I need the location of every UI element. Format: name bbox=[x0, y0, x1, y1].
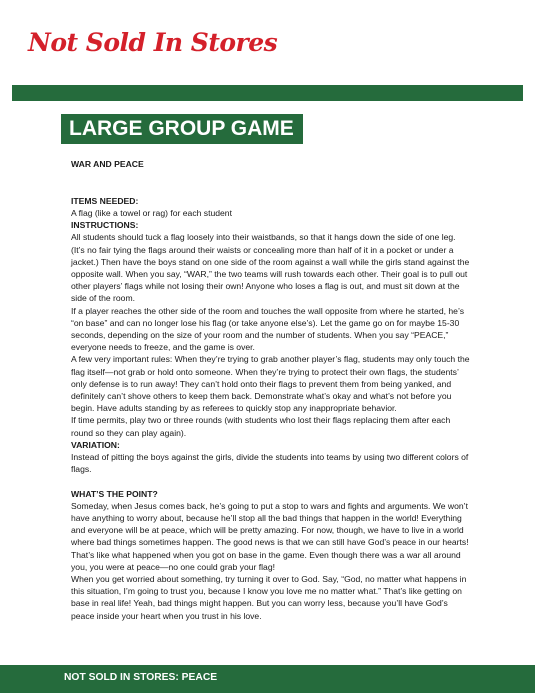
variation-text: Instead of pitting the boys against the girls, divide the students into teams by using two different colors of flags. bbox=[71, 452, 469, 475]
point-paragraph: When you get worried about something, try turning it over to God. Say, “God, no matter what happens in this situation, I’m going to trust you, because I know you love me no matter what.” That’s like getting on base in real life! Yeah, bad things might happen. But you can worry less, because you’ll have God’s peace inside your heart when you trust in his love. bbox=[71, 574, 467, 621]
game-title: WAR AND PEACE bbox=[71, 159, 144, 170]
spacer bbox=[71, 475, 471, 487]
point-heading: WHAT’S THE POINT? bbox=[71, 488, 158, 499]
point-paragraph: Someday, when Jesus comes back, he’s going to put a stop to wars and fights and arguments. We won’t have anything to worry about, because he’ll stop all the bad things that happen in the world! Everything and everyone will be at peace, which will be pretty amazing. For now, though, we have to live in a world where bad things sometimes happen. The good news is that we can still have God’s peace in our hearts! That’s like what happened when you got on base in the game. Even though there was a war all around you, you were at peace—no one could grab your flag! bbox=[71, 500, 469, 572]
spacer bbox=[71, 146, 471, 158]
footer-title: NOT SOLD IN STORES: PEACE bbox=[64, 672, 218, 683]
brand-title: Not Sold In Stores bbox=[28, 28, 278, 57]
header-bar bbox=[12, 85, 523, 101]
instructions-paragraph: If a player reaches the other side of the room and touches the wall opposite from where he started, he’s “on base” and can no longer lose his flag (or take anyone else’s). Let the game go on for maybe 15-30 seconds, depending on the size of your room and the number of students. When you say “PEACE,” everyone needs to freeze, and the game is over. bbox=[71, 305, 464, 353]
instructions-paragraph: A few very important rules: When they’re trying to grab another player’s flag, students may only touch the flag itself—not grab or hold onto someone. When they’re trying to protect their own flags, the students’ only defense is to run away! They can’t hold onto their flags to prevent them from being yanked, and definitely can’t shove others to keep them back. Demonstrate what’s okay and what’s not before you begin. Have adults standing by as referees to quickly stop any inappropriate behavior. bbox=[71, 354, 470, 414]
game-content bbox=[71, 146, 471, 622]
spacer bbox=[71, 170, 471, 182]
variation-heading: VARIATION: bbox=[71, 439, 120, 450]
instructions-paragraph: All students should tuck a flag loosely into their waistbands, so that it hangs down the side of one leg. (It’s no fair tying the flags around their waists or concealing more than half of it in a pocket or under a jacket.) Then have the boys stand on one side of the room against a wall while the girls stand against the opposite wall. When you say, “WAR,” the two teams will rush towards each other. Their goal is to pull out other players’ flags while not losing their own! Anyone who loses a flag is out, and must sit down at the side of the room. bbox=[71, 232, 470, 304]
section-banner: LARGE GROUP GAME bbox=[61, 114, 303, 144]
instructions-paragraph: If time permits, play two or three rounds (with students who lost their flags replacing them after each round so they can play again). bbox=[71, 415, 451, 438]
items-heading: ITEMS NEEDED: bbox=[71, 195, 139, 206]
instructions-heading: INSTRUCTIONS: bbox=[71, 220, 139, 231]
spacer bbox=[71, 183, 471, 195]
items-text: A flag (like a towel or rag) for each student bbox=[71, 207, 232, 218]
